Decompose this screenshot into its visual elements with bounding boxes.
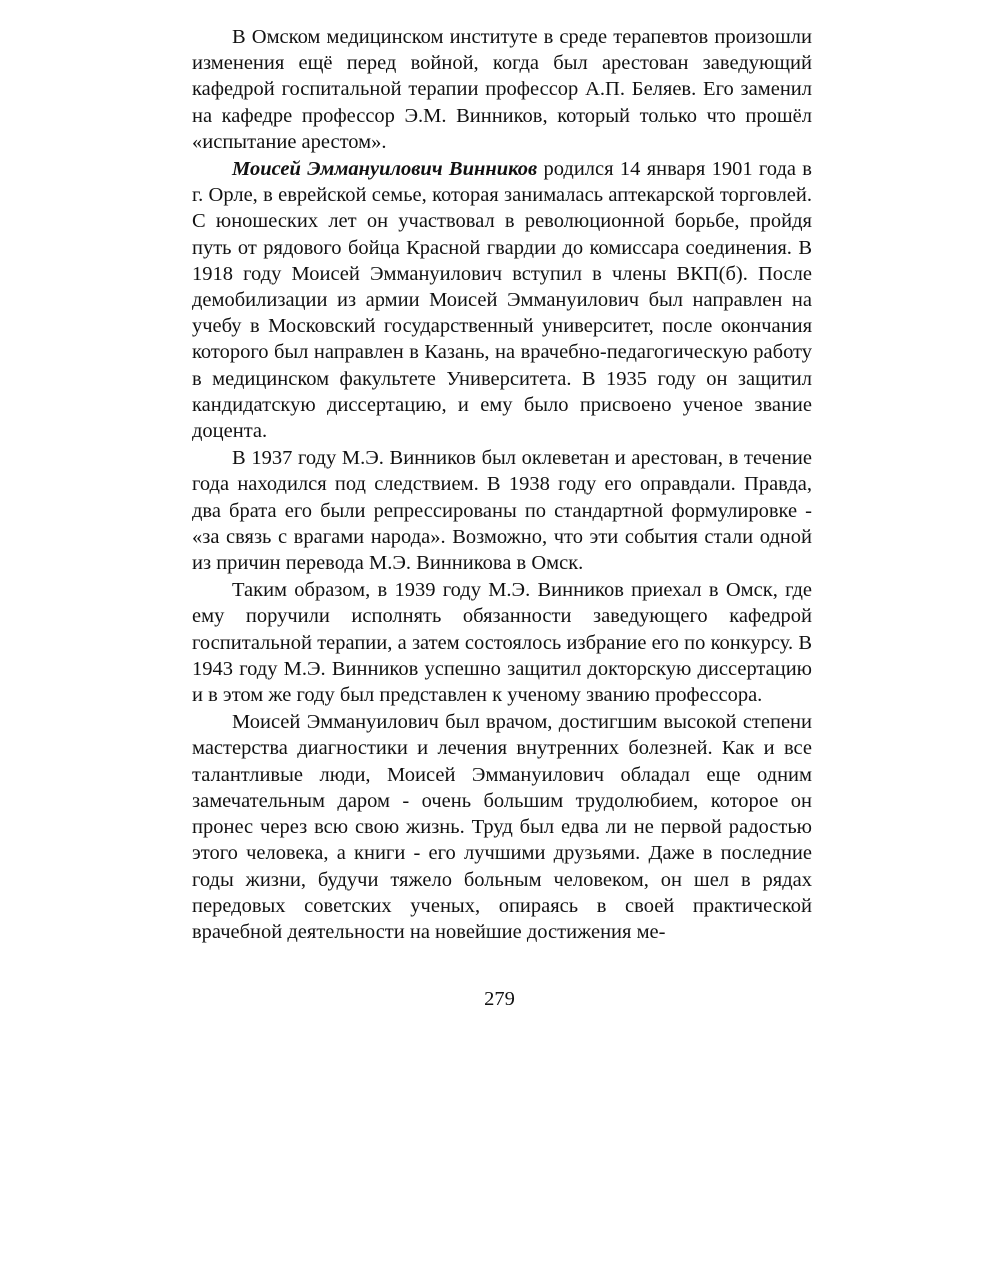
page-number: 279	[484, 988, 515, 1010]
paragraph-2	[192, 156, 812, 444]
page-body	[192, 24, 812, 945]
paragraph-4: Таким образом, в 1939 году М.Э. Винников приехал в Омск, где ему поручили исполнять обязанности заведующего кафедрой госпитальной терапии, а затем состоялось избрание его по конкурсу. В 1943 году М.Э. Винников успешно защитил докторскую диссертацию и в этом же году был представлен к ученому званию профессора.	[192, 579, 812, 707]
paragraph-1: В Омском медицинском институте в среде терапевтов произошли изменения ещё перед войной, когда был арестован заведующий кафедрой госпитальной терапии профессор А.П. Беляев. Его заменил на кафедре профессор Э.М. Винников, который только что прошёл «испытание арестом».	[192, 26, 812, 153]
paragraph-2-text: родился 14 января 1901 года в г. Орле, в еврейской семье, которая занималась аптекарской торговлей. С юношеских лет он участвовал в революционной борьбе, пройдя путь от рядового бойца Красной гвардии до комиссара соединения. В 1918 году Моисей Эммануилович вступил в члены ВКП(б). После демобилизации из армии Моисей Эммануилович был направлен на учебу в Московский государственный университет, после окончания которого был направлен в Казань, на врачебно-педагогическую работу в медицинском факультете Университета. В 1935 году он защитил кандидатскую диссертацию, и ему было присвоено ученое звание доцента.	[192, 158, 812, 443]
person-name: Моисей Эммануилович Винников	[232, 158, 538, 181]
paragraph-3: В 1937 году М.Э. Винников был оклеветан и арестован, в течение года находился под следствием. В 1938 году его оправдали. Правда, два брата его были репрессированы по стандартной формулировке - «за связь с врагами народа». Возможно, что эти события стали одной из причин перевода М.Э. Винникова в Омск.	[192, 447, 812, 575]
paragraph-5: Моисей Эммануилович был врачом, достигшим высокой степени мастерства диагностики и лечения внутренних болезней. Как и все талантливые люди, Моисей Эммануилович обладал еще одним замечательным даром - очень большим трудолюбием, которое он пронес через всю свою жизнь. Труд был едва ли не первой радостью этого человека, а книги - его лучшими друзьями. Даже в последние годы жизни, будучи тяжело больным человеком, он шел в рядах передовых советских ученых, опираясь в своей практической врачебной деятельности на новейшие достижения ме-	[192, 711, 812, 943]
